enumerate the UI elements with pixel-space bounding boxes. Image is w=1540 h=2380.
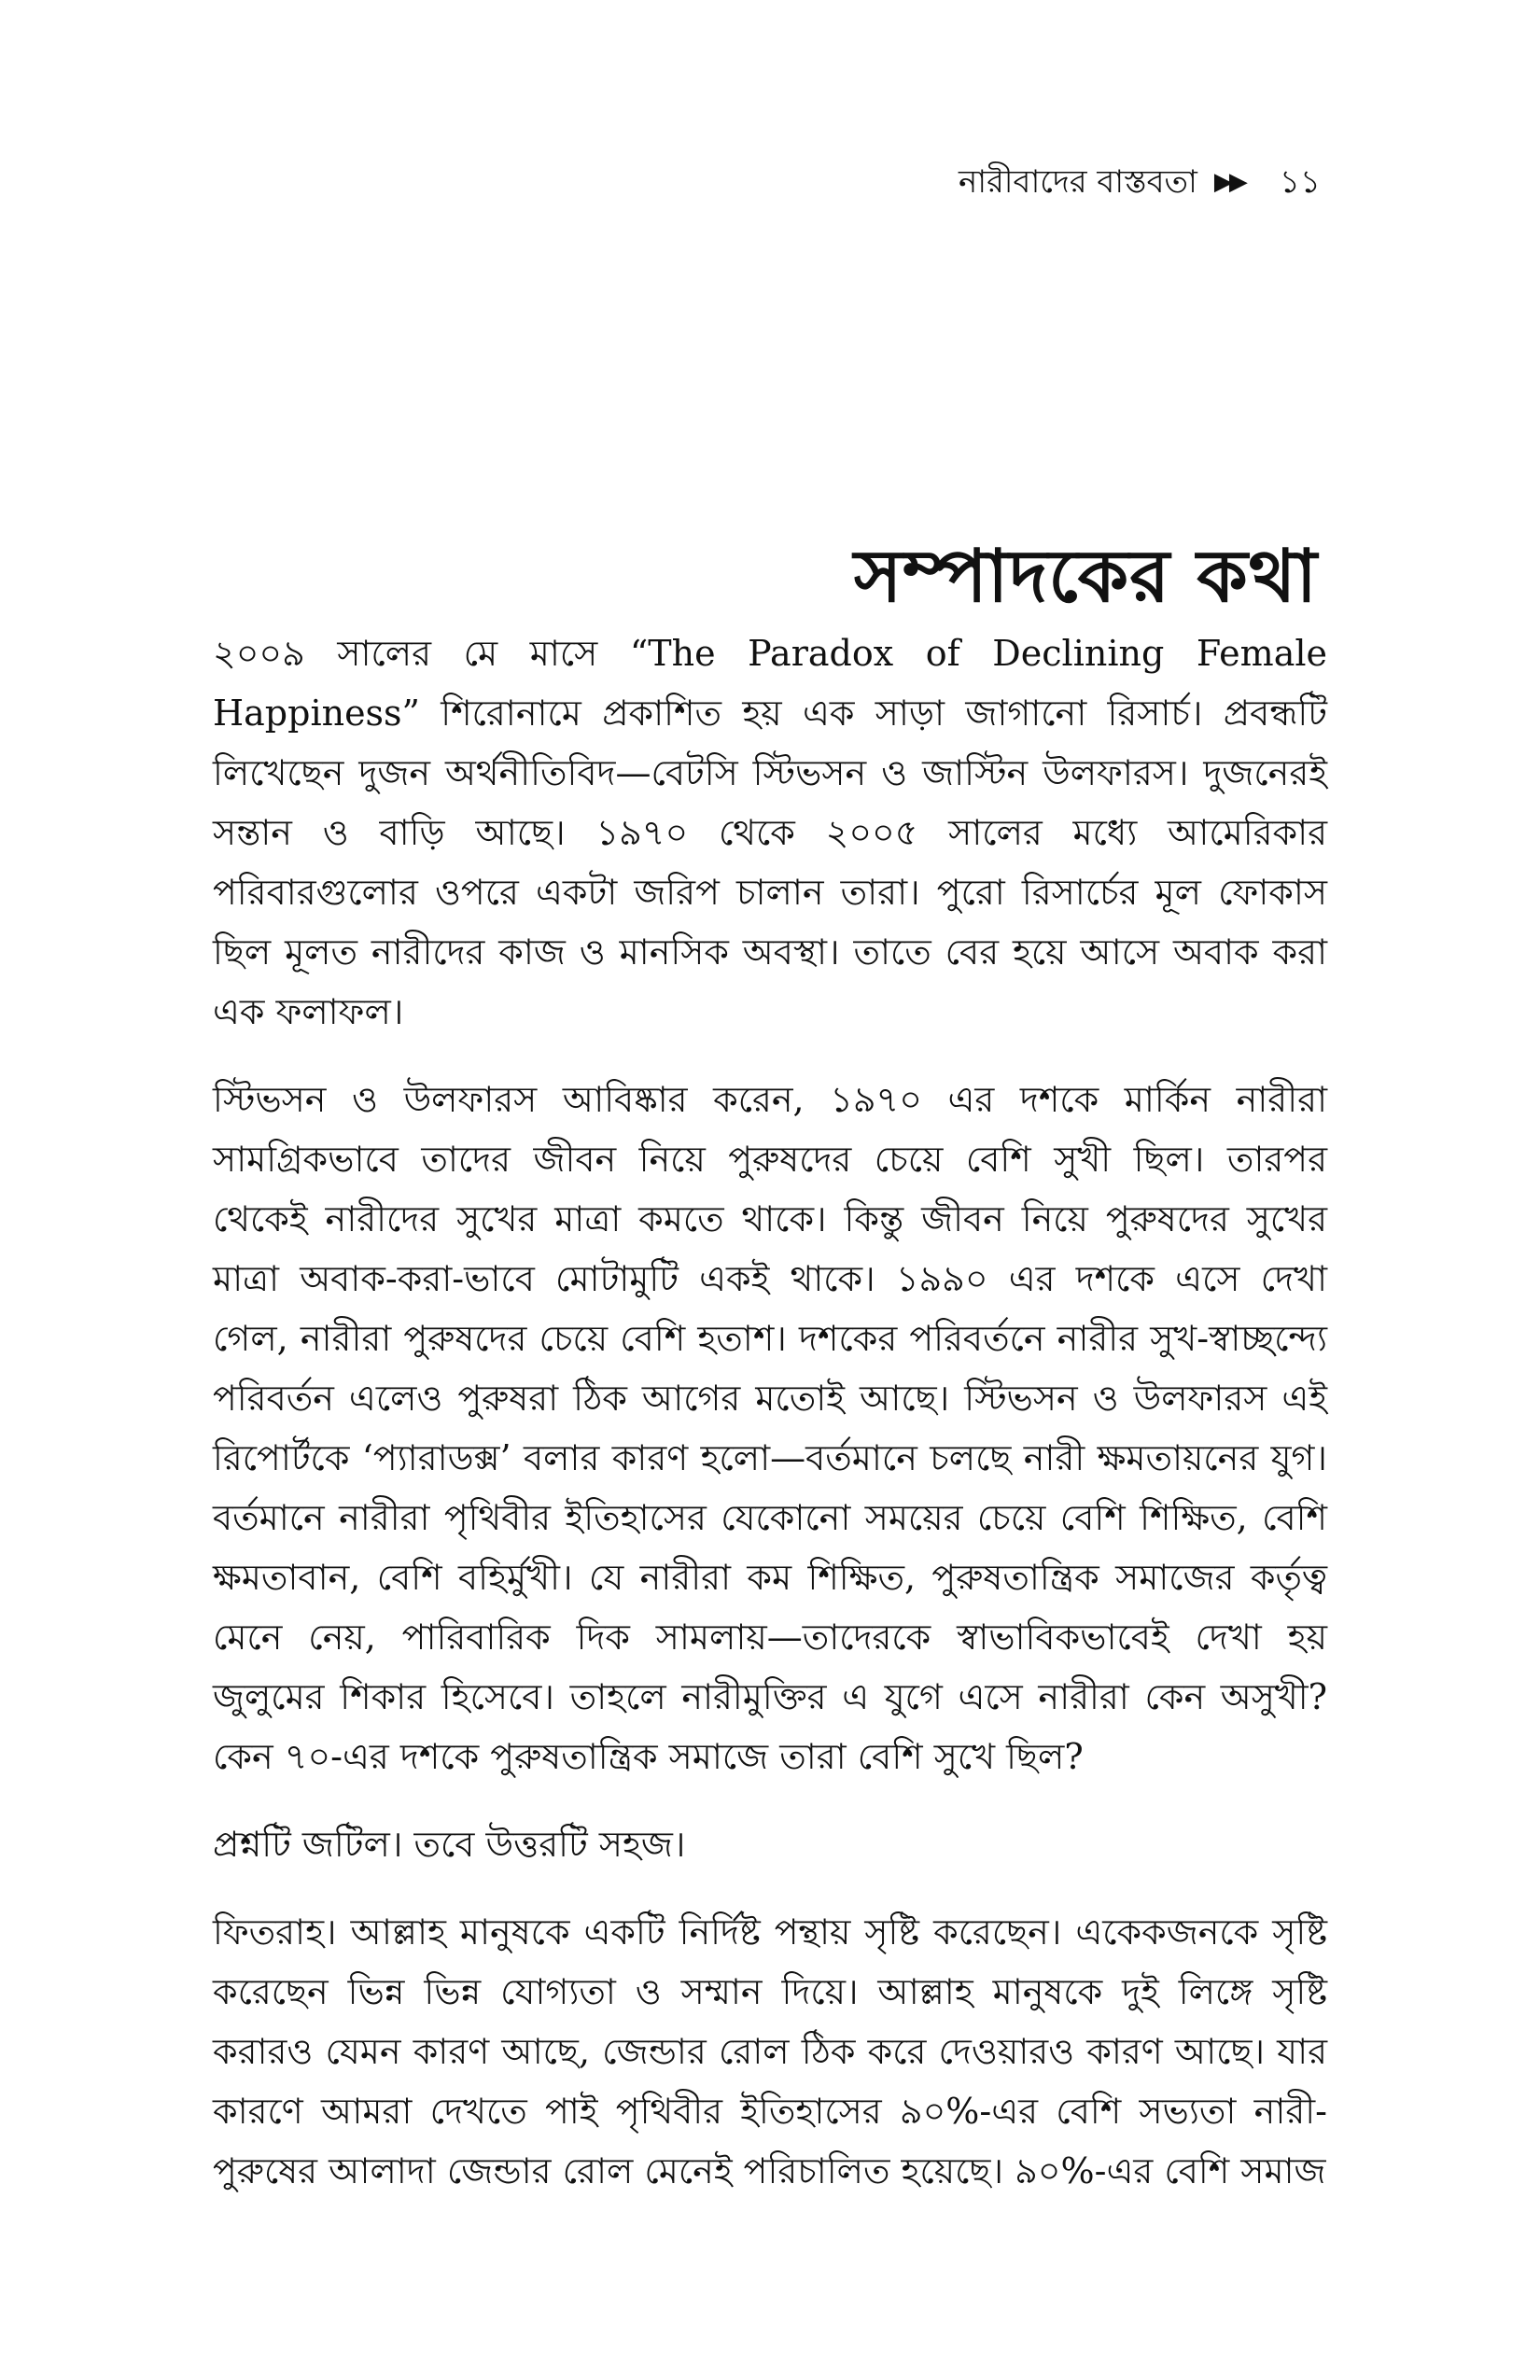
running-title: নারীবাদের বাস্তবতা	[958, 163, 1197, 201]
body-text	[213, 623, 1327, 2229]
running-header	[958, 163, 1321, 201]
page-number: ১১	[1279, 163, 1321, 201]
paragraph: স্টিভসন ও উলফারস আবিষ্কার করেন, ১৯৭০ এর দশকে মার্কিন নারীরা সামগ্রিকভাবে তাদের জীবন নিয়ে পুরুষদের চেয়ে বেশি সুখী ছিল। তারপর থেকেই নারীদের সুখের মাত্রা কমতে থাকে। কিন্তু জীবন নিয়ে পুরুষদের সুখের মাত্রা অবাক-করা-ভাবে মোটামুটি একই থাকে। ১৯৯০ এর দশকে এসে দেখা গেল, নারীরা পুরুষদের চেয়ে বেশি হতাশ। দশকের পরিবর্তনে নারীর সুখ-স্বাচ্ছন্দ্যে পরিবর্তন এলেও পুরুষরা ঠিক আগের মতোই আছে। স্টিভসন ও উলফারস এই রিপোর্টকে ‘প্যারাডক্স’ বলার কারণ হলো—বর্তমানে চলছে নারী ক্ষমতায়নের যুগ। বর্তমানে নারীরা পৃথিবীর ইতিহাসের যেকোনো সময়ের চেয়ে বেশি শিক্ষিত, বেশি ক্ষমতাবান, বেশি বহির্মুখী। যে নারীরা কম শিক্ষিত, পুরুষতান্ত্রিক সমাজের কর্তৃত্ব মেনে নেয়, পারিবারিক দিক সামলায়—তাদেরকে স্বাভাবিকভাবেই দেখা হয় জুলুমের শিকার হিসেবে। তাহলে নারীমুক্তির এ যুগে এসে নারীরা কেন অসুখী? কেন ৭০-এর দশকে পুরুষতান্ত্রিক সমাজে তারা বেশি সুখে ছিল?	[213, 1079, 1327, 1777]
chapter-title: সম্পাদকের কথা	[853, 535, 1318, 620]
paragraph: ২০০৯ সালের মে মাসে “The Paradox of Declining Female Happiness” শিরোনামে প্রকাশিত হয় এক সাড়া জাগানো রিসার্চ। প্রবন্ধটি লিখেছেন দুজন অর্থনীতিবিদ—বেটসি স্টিভসন ও জাস্টিন উলফারস। দুজনেরই সন্তান ও বাড়ি আছে। ১৯৭০ থেকে ২০০৫ সালের মধ্যে আমেরিকার পরিবারগুলোর ওপরে একটা জরিপ চালান তারা। পুরো রিসার্চের মূল ফোকাস ছিল মূলত নারীদের কাজ ও মানসিক অবস্থা। তাতে বের হয়ে আসে অবাক করা এক ফলাফল।	[213, 633, 1327, 1032]
paragraph: ফিতরাহ। আল্লাহ মানুষকে একটি নির্দিষ্ট পন্থায় সৃষ্টি করেছেন। একেকজনকে সৃষ্টি করেছেন ভিন্ন ভিন্ন যোগ্যতা ও সম্মান দিয়ে। আল্লাহ মানুষকে দুই লিঙ্গে সৃষ্টি করারও যেমন কারণ আছে, জেন্ডার রোল ঠিক করে দেওয়ারও কারণ আছে। যার কারণে আমরা দেখতে পাই পৃথিবীর ইতিহাসের ৯০%-এর বেশি সভ্যতা নারী-পুরুষের আলাদা জেন্ডার রোল মেনেই পরিচালিত হয়েছে। ৯০%-এর বেশি সমাজ	[213, 1911, 1327, 2191]
paragraph: প্রশ্নটি জটিল। তবে উত্তরটি সহজ।	[213, 1824, 686, 1865]
double-triangle-arrow-icon: ▶▶	[1213, 168, 1244, 196]
